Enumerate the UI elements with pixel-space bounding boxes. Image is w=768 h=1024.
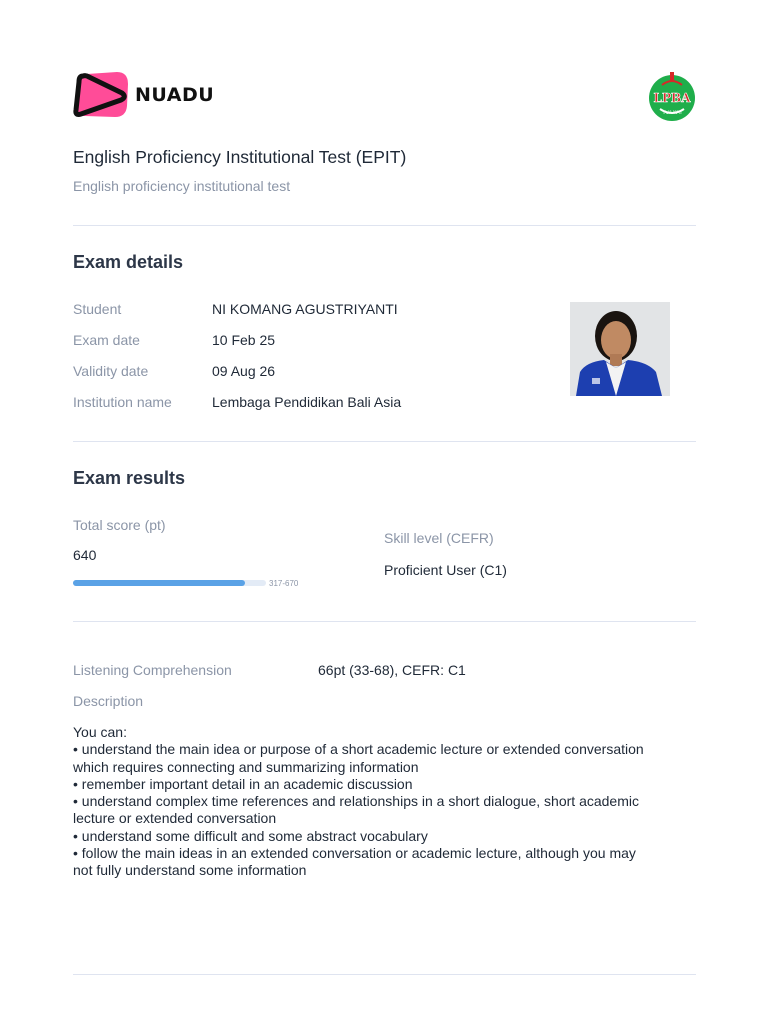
exam-results-heading: Exam results — [73, 468, 186, 488]
svg-text:ᬮᬧᬩ: ᬮᬧᬩ — [662, 109, 682, 116]
description-line: You can: — [73, 724, 127, 740]
listening-description — [73, 724, 696, 880]
divider — [73, 225, 696, 226]
description-line: • remember important detail in an academic discussion — [73, 775, 413, 792]
description-line: • understand some difficult and some abstract vocabulary — [73, 827, 428, 844]
description-line: lecture or extended conversation — [73, 810, 277, 827]
divider — [73, 621, 696, 622]
listening-label: Listening Comprehension — [73, 662, 232, 678]
exam-date-value: 10 Feb 25 — [212, 332, 276, 348]
total-score-value: 640 — [73, 547, 97, 563]
brand-header — [73, 70, 214, 120]
description-line: • understand the main idea or purpose of a short academic lecture or extended conversation — [73, 741, 644, 758]
nuadu-logo-icon — [73, 70, 129, 120]
brand-name: NUADU — [135, 84, 215, 106]
description-line: • follow the main ideas in an extended conversation or academic lecture, although you may — [73, 845, 636, 862]
total-score-label: Total score (pt) — [73, 517, 166, 533]
score-range-label: 317-670 — [269, 579, 299, 588]
seal-lettering: LPBA — [653, 91, 691, 105]
skill-level-value: Proficient User (C1) — [384, 562, 507, 578]
institution-name-label: Institution name — [73, 394, 172, 410]
description-line: which requires connecting and summarizing information — [73, 758, 419, 775]
skill-level-label: Skill level (CEFR) — [384, 530, 494, 546]
validity-date-value: 09 Aug 26 — [212, 363, 276, 379]
document-subtitle: English proficiency institutional test — [73, 178, 291, 194]
listening-value: 66pt (33-68), CEFR: C1 — [318, 662, 466, 678]
description-label: Description — [73, 693, 144, 709]
validity-date-label: Validity date — [73, 363, 149, 379]
exam-details-heading: Exam details — [73, 252, 184, 272]
exam-date-label: Exam date — [73, 332, 140, 348]
student-label: Student — [73, 301, 122, 317]
student-photo-icon — [570, 302, 670, 396]
description-line: not fully understand some information — [73, 862, 307, 879]
document-title: English Proficiency Institutional Test (EPIT) — [73, 147, 407, 167]
lpba-seal-icon — [648, 71, 696, 123]
certificate-page — [73, 0, 696, 1024]
divider — [73, 974, 696, 975]
description-line: • understand complex time references and relationships in a short dialogue, short academic — [73, 793, 639, 810]
score-progress-fill — [73, 580, 245, 586]
score-progress-bar — [73, 580, 266, 586]
divider — [73, 441, 696, 442]
institution-name-value: Lembaga Pendidikan Bali Asia — [212, 394, 402, 410]
student-value: NI KOMANG AGUSTRIYANTI — [212, 301, 398, 317]
